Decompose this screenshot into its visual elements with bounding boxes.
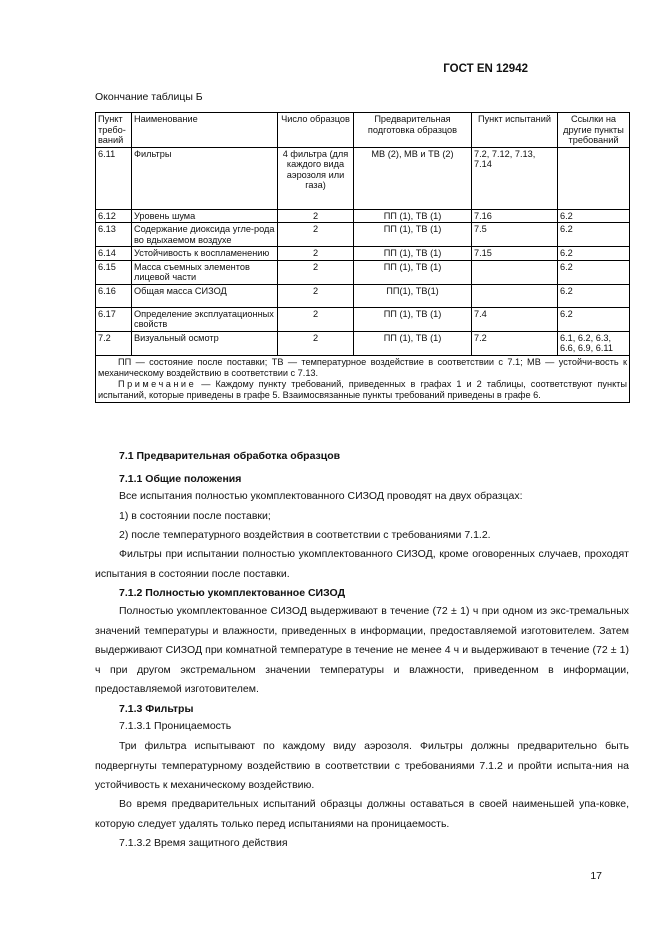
table-cell: 7.16 (472, 209, 558, 223)
table-cell: ПП (1), ТВ (1) (354, 223, 472, 247)
table-cell: 6.2 (558, 223, 630, 247)
table-row (96, 307, 630, 331)
table-cell: ПП (1), ТВ (1) (354, 331, 472, 355)
table-cell: 2 (278, 307, 354, 331)
header-cell: Пункт требо-ваний (96, 113, 132, 148)
table-cell: 6.14 (96, 247, 132, 261)
header-cell: Наименование (132, 113, 278, 148)
paragraph: Три фильтра испытывают по каждому виду аэрозоля. Фильтры должны предварительно быть подвергнуты температурному воздействию в соответствии с требованиями 7.1.2 и пройти испыта-ния на устойчивость к механическому воздействию. (95, 740, 629, 791)
header-cell: Пункт испытаний (472, 113, 558, 148)
table-cell: Содержание диоксида угле-рода во вдыхаемом воздухе (132, 223, 278, 247)
table-cell (472, 260, 558, 284)
table-cell: Визуальный осмотр (132, 331, 278, 355)
table-cell: ПП(1), ТВ(1) (354, 284, 472, 307)
table-cell: 6.2 (558, 284, 630, 307)
remark-note (98, 379, 627, 401)
table-cell: 6.2 (558, 307, 630, 331)
table-cell (558, 147, 630, 209)
table-row (96, 209, 630, 223)
table-cell: Масса съемных элементов лицевой части (132, 260, 278, 284)
table-cell (472, 284, 558, 307)
header-cell: Число образцов (278, 113, 354, 148)
abbreviations-note: ПП — состояние после поставки; ТВ — температурное воздействие в соответствии с 7.1; МВ — устойчи-вость к механическому воздействию в соответствии с 7.13. (98, 356, 627, 378)
table-cell: ПП (1), ТВ (1) (354, 247, 472, 261)
paragraph: Фильтры при испытании полностью укомплектованного СИЗОД, кроме оговоренных случаев, проходят испытания в состоянии после поставки. (95, 548, 629, 580)
table-cell: 7.5 (472, 223, 558, 247)
table-cell: ПП (1), ТВ (1) (354, 307, 472, 331)
heading-7-1-1: 7.1.1 Общие положения (119, 473, 242, 485)
requirements-table (95, 112, 630, 403)
table-notes (96, 355, 630, 402)
table-cell: 6.16 (96, 284, 132, 307)
table-cell: 2 (278, 223, 354, 247)
table-caption: Окончание таблицы Б (95, 91, 203, 103)
table-cell: 6.1, 6.2, 6.3, 6.6, 6.9, 6.11 (558, 331, 630, 355)
table-cell: ПП (1), ТВ (1) (354, 260, 472, 284)
subheading-7-1-3-1: 7.1.3.1 Проницаемость (119, 720, 232, 732)
table-row (96, 223, 630, 247)
table-cell: 6.17 (96, 307, 132, 331)
table-cell: Уровень шума (132, 209, 278, 223)
heading-7-1: 7.1 Предварительная обработка образцов (119, 450, 341, 462)
paragraph: Все испытания полностью укомплектованного СИЗОД проводят на двух образцах: (119, 490, 523, 502)
table-row (96, 331, 630, 355)
table-row (96, 260, 630, 284)
paragraph: Полностью укомплектованное СИЗОД выдерживают в течение (72 ± 1) ч при одном из экс-тремальных значений температуры и влажности, приведенных в информации, предоставляемой изготовителем. Затем выдерживают СИЗОД при комнатной температуре в течение не менее 4 ч и выдерживают в течение (72 ± 1) ч при другом экстремальном значении температуры и влажности, приведенном в информации, предоставляемой изготовителем. (95, 605, 629, 695)
table-notes-row (96, 355, 630, 402)
table-cell: Фильтры (132, 147, 278, 209)
table-cell: 6.13 (96, 223, 132, 247)
table-cell: 7.15 (472, 247, 558, 261)
table-cell: 2 (278, 247, 354, 261)
page-number: 17 (590, 870, 602, 882)
table-cell: 6.2 (558, 260, 630, 284)
table-cell: Определение эксплуатационных свойств (132, 307, 278, 331)
table-row (96, 247, 630, 261)
table-cell: ПП (1), ТВ (1) (354, 209, 472, 223)
paragraph: Во время предварительных испытаний образцы должны оставаться в своей наименьшей упа-ковке, которую следует удалять только перед испытаниями на проницаемость. (95, 798, 629, 830)
standard-header: ГОСТ EN 12942 (443, 63, 528, 75)
table-row (96, 147, 630, 209)
table-cell: Устойчивость к воспламенению (132, 247, 278, 261)
table-cell: 7.2 (96, 331, 132, 355)
heading-7-1-2: 7.1.2 Полностью укомплектованное СИЗОД (119, 587, 346, 599)
table-cell: 2 (278, 260, 354, 284)
table-row (96, 284, 630, 307)
table-cell: 6.15 (96, 260, 132, 284)
table-header-row (96, 113, 630, 148)
paragraph: 2) после температурного воздействия в соответствии с требованиями 7.1.2. (119, 529, 491, 541)
heading-7-1-3: 7.1.3 Фильтры (119, 703, 194, 715)
table-cell: 2 (278, 209, 354, 223)
table-cell: 6.11 (96, 147, 132, 209)
remark-text: — Каждому пункту требований, приведенных в графах 1 и 2 таблицы, соответствуют пункты испытаний, которые приведены в графе 5. Взаимосвязанные пункты требований приведены в графе 6. (98, 378, 627, 400)
table-cell: 7.2, 7.12, 7.13, 7.14 (472, 147, 558, 209)
header-cell: Ссылки на другие пункты требований (558, 113, 630, 148)
table-cell: 4 фильтра (для каждого вида аэрозоля или газа) (278, 147, 354, 209)
table-cell: 2 (278, 331, 354, 355)
table-cell: Общая масса СИЗОД (132, 284, 278, 307)
table-cell: 6.12 (96, 209, 132, 223)
table-cell: 7.2 (472, 331, 558, 355)
paragraph: 1) в состоянии после поставки; (119, 510, 271, 522)
table-cell: 6.2 (558, 209, 630, 223)
table-cell: 2 (278, 284, 354, 307)
table-cell: 7.4 (472, 307, 558, 331)
table-cell: МВ (2), МВ и ТВ (2) (354, 147, 472, 209)
table-cell: 6.2 (558, 247, 630, 261)
header-cell: Предварительная подготовка образцов (354, 113, 472, 148)
remark-label: Примечание (118, 378, 197, 389)
subheading-7-1-3-2: 7.1.3.2 Время защитного действия (119, 837, 288, 849)
